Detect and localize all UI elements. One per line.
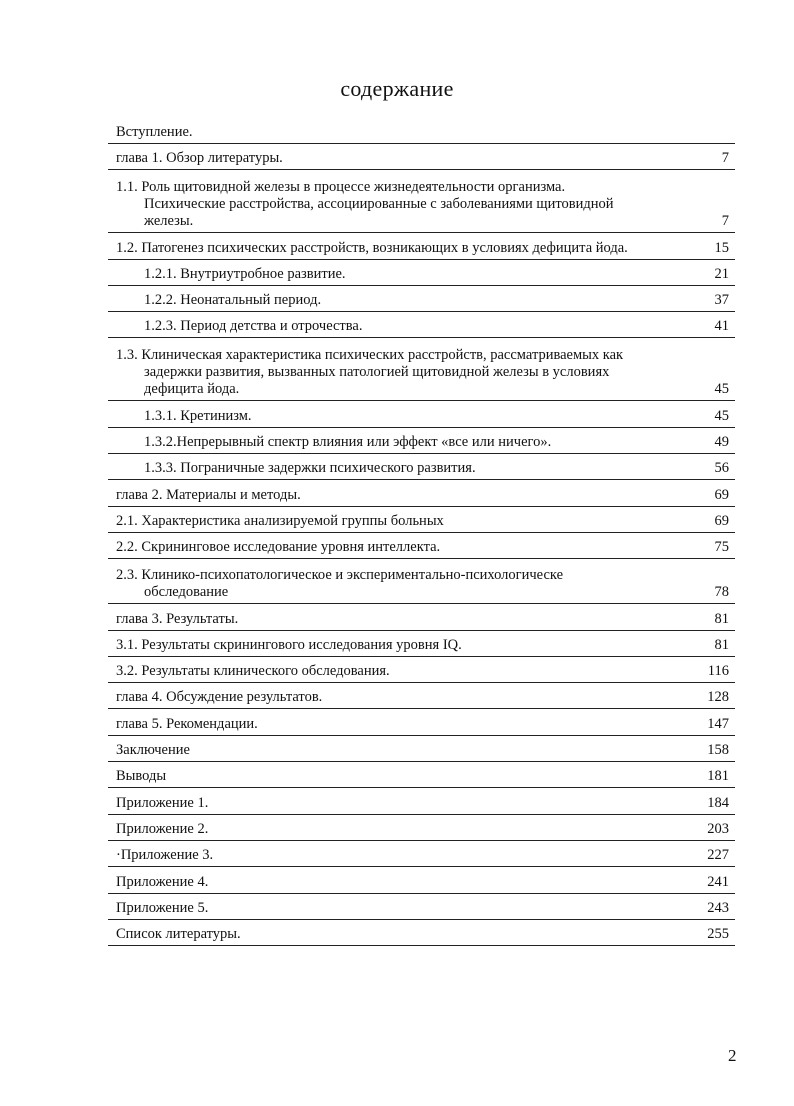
toc-entry-line: обследование [144,584,229,601]
toc-entry-line: Психические расстройства, ассоциированные с заболеваниями щитовидной [144,196,614,213]
toc-entry-label [108,347,699,398]
toc-entry-line: 1.1. Роль щитовидной железы в процессе жизнедеятельности организма. [116,179,566,196]
toc-row [108,736,735,762]
toc-entry-page: 241 [707,873,729,890]
toc-entry-label: 1.3.3. Пограничные задержки психического развития. [144,460,476,477]
toc-entry-page: 45 [714,407,729,424]
toc-row [108,709,735,735]
toc-entry-label: 1.3.1. Кретинизм. [144,407,252,424]
toc-entry-page: 37 [714,292,729,309]
toc-entry-label [108,567,699,601]
toc-row [108,401,735,427]
toc-row [108,286,735,312]
toc-row [108,480,735,506]
toc-entry-label: Приложение 2. [116,820,209,837]
toc-entry-label: 3.1. Результаты скринингового исследования уровня IQ. [116,636,462,653]
toc-entry-page: 7 [721,150,729,167]
toc-entry-label: глава 2. Материалы и методы. [116,486,301,503]
toc-entry-label: 2.2. Скрининговое исследование уровня интеллекта. [116,539,441,556]
toc-entry-label: 1.2. Патогенез психических расстройств, возникающих в условиях дефицита йода. [116,239,628,256]
toc-entry-page: 128 [707,689,729,706]
toc-entry-page: 81 [714,610,729,627]
toc-entry-page: 116 [707,663,729,680]
toc-entry-label: Выводы [116,768,167,785]
toc-row [108,683,735,709]
toc-entry-label: глава 1. Обзор литературы. [116,150,283,167]
toc-entry-label: 1.2.3. Период детства и отрочества. [144,318,363,335]
toc-row [108,144,735,170]
page-title: содержание [340,76,454,101]
toc-row [108,657,735,683]
toc-entry-page: 45 [714,381,729,398]
toc-entry-page: 147 [707,715,729,732]
toc-row [108,312,735,338]
toc-row [108,894,735,920]
toc-entry-page: 7 [721,213,729,230]
toc-entry-label: ·Приложение 3. [116,847,214,864]
toc-entry-page: 21 [714,265,729,282]
toc-entry-label: 1.2.2. Неонатальный период. [144,292,322,309]
toc-row [108,604,735,630]
toc-entry-page: 243 [707,899,729,916]
toc-entry-page: 158 [707,742,729,759]
toc-entry-label: 1.3.2.Непрерывный спектр влияния или эффект «все или ничего». [144,434,552,451]
toc-entry-label: Приложение 4. [116,873,209,890]
toc-entry-label: глава 3. Результаты. [116,610,239,627]
toc-row [108,260,735,286]
toc-row [108,338,735,401]
toc-entry-line: 2.3. Клинико-психопатологическое и экспериментально-психологическе [116,567,564,584]
toc-row [108,841,735,867]
toc-row [108,454,735,480]
toc-entry-label: 2.1. Характеристика анализируемой группы больных [116,512,444,529]
toc-row [108,867,735,893]
toc-row [108,428,735,454]
toc-row [108,631,735,657]
toc-row [108,815,735,841]
toc-entry-page: 49 [714,434,729,451]
toc-entry-page: 203 [707,820,729,837]
toc-entry-label: глава 5. Рекомендации. [116,715,258,732]
toc-entry-page: 69 [714,512,729,529]
toc-row [108,233,735,259]
toc-entry-line: 1.3. Клиническая характеристика психических расстройств, рассматриваемых как [116,347,624,364]
toc-entry-label: глава 4. Обсуждение результатов. [116,689,323,706]
toc-row [108,788,735,814]
toc-entry-page: 184 [707,794,729,811]
toc-entry-label [108,179,699,230]
toc-entry-line: дефицита йода. [144,381,240,398]
toc-entry-line: железы. [144,213,194,230]
toc-entry-label: Вступление. [116,124,193,140]
toc-row [108,920,735,946]
page-number: 2 [728,1046,737,1065]
toc-entry-line: задержки развития, вызванных патологией щитовидной железы в условиях [144,364,610,381]
toc-entry-page: 41 [714,318,729,335]
toc-row [108,507,735,533]
toc-entry-page: 81 [714,636,729,653]
toc-entry-page: 78 [714,584,729,601]
toc-entry-label: 3.2. Результаты клинического обследования. [116,663,390,680]
toc-entry-page: 56 [714,460,729,477]
toc-row [108,170,735,233]
toc-row [108,559,735,604]
toc-row [108,121,735,144]
toc-entry-label: Приложение 5. [116,899,209,916]
toc-row [108,762,735,788]
toc-row [108,533,735,559]
toc-entry-label: Заключение [116,742,190,759]
toc-entry-page: 227 [707,847,729,864]
toc-entry-label: Список литературы. [116,926,241,943]
toc-entry-label: 1.2.1. Внутриутробное развитие. [144,265,346,282]
toc-entry-page: 15 [714,239,729,256]
toc-entry-page: 255 [707,926,729,943]
toc-entry-page: 69 [714,486,729,503]
toc-entry-label: Приложение 1. [116,794,209,811]
toc-entry-page: 75 [714,539,729,556]
toc-entry-page: 181 [707,768,729,785]
table-of-contents [108,121,735,946]
